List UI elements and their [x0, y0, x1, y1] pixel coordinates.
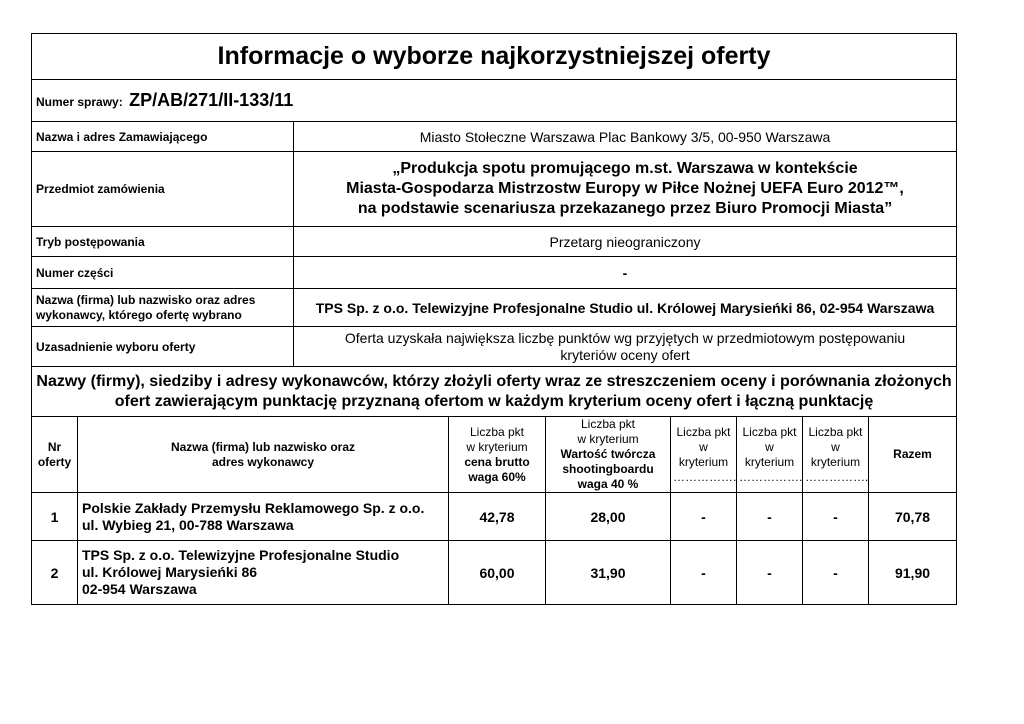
offer-bidder	[78, 541, 449, 605]
offer-score-creative: 31,90	[546, 541, 671, 605]
header-text: Liczba pkt	[742, 424, 797, 439]
header-text: Liczba pkt	[676, 424, 731, 439]
offer-score-price: 60,00	[449, 541, 546, 605]
bidder-line: 02-954 Warszawa	[82, 581, 197, 597]
header-criterion-4	[737, 417, 803, 493]
subject-value	[294, 152, 957, 227]
header-text: Nazwa (firma) lub nazwisko oraz	[170, 439, 356, 454]
justification-label: Uzasadnienie wyboru oferty	[32, 327, 294, 367]
offer-score-creative: 28,00	[546, 493, 671, 541]
case-number-value: ZP/AB/271/II-133/11	[129, 90, 294, 110]
offer-nr: 2	[32, 541, 78, 605]
header-text: Liczba pkt	[469, 424, 525, 439]
contracting-authority-label: Nazwa i adres Zamawiającego	[32, 122, 294, 152]
offers-header-row	[32, 417, 957, 493]
header-text: w	[699, 439, 708, 454]
winner-label-line: Nazwa (firma) lub nazwisko oraz adres	[36, 292, 256, 307]
offer-total: 91,90	[869, 541, 957, 605]
header-nr	[32, 417, 78, 493]
header-text: cena brutto	[464, 454, 530, 469]
header-text: adres wykonawcy	[211, 454, 315, 469]
section-title-line: ofert zawierającym punktację przyznaną ofertom w każdym kryterium oceny ofert i łączną punktację	[114, 392, 874, 410]
header-text: w kryterium	[466, 439, 528, 454]
part-number-label: Numer części	[32, 257, 294, 289]
header-text: waga 60%	[468, 469, 526, 484]
bidder-line: Polskie Zakłady Przemysłu Reklamowego Sp. z o.o.	[82, 499, 425, 516]
header-text: waga 40 %	[577, 477, 639, 491]
header-text: kryterium	[810, 454, 861, 469]
offer-score-price: 42,78	[449, 493, 546, 541]
header-text: Liczba pkt	[808, 424, 863, 439]
offer-bidder	[78, 493, 449, 541]
table-row	[32, 541, 957, 605]
subject-label: Przedmiot zamówienia	[32, 152, 294, 227]
justification-value	[294, 327, 957, 367]
case-number-label: Numer sprawy:	[36, 95, 123, 109]
offers-section-title	[32, 367, 957, 417]
section-title-line: Nazwy (firmy), siedziby i adresy wykonawców, którzy złożyli oferty wraz ze streszczeniem oceny i porównania złożonych	[36, 372, 952, 390]
header-text: shootingboardu	[562, 462, 654, 476]
table-row	[32, 493, 957, 541]
header-total: Razem	[869, 417, 957, 493]
subject-line: „Produkcja spotu promującego m.st. Warszawa w kontekście	[392, 160, 858, 177]
procedure-label: Tryb postępowania	[32, 227, 294, 257]
bidder-line: ul. Wybieg 21, 00-788 Warszawa	[82, 516, 294, 533]
offer-score-4: -	[737, 541, 803, 605]
header-text: w	[831, 439, 840, 454]
offer-total: 70,78	[869, 493, 957, 541]
header-text: w	[765, 439, 774, 454]
justification-line: Oferta uzyskała największa liczbę punktów wg przyjętych w przedmiotowym postępowaniu	[344, 329, 906, 346]
offer-score-3: -	[671, 541, 737, 605]
part-number-value: -	[294, 257, 957, 289]
subject-line: Miasta-Gospodarza Mistrzostw Europy w Piłce Nożnej UEFA Euro 2012™,	[346, 180, 904, 197]
header-criterion-creative	[546, 417, 671, 493]
header-name	[78, 417, 449, 493]
bidder-line: ul. Królowej Marysieńki 86	[82, 564, 258, 580]
offer-score-4: -	[737, 493, 803, 541]
winner-value: TPS Sp. z o.o. Telewizyjne Profesjonalne Studio ul. Królowej Marysieńki 86, 02-954 Warszawa	[294, 289, 957, 327]
header-criterion-3	[671, 417, 737, 493]
header-text: …………….	[739, 469, 803, 484]
header-text: …………….	[673, 469, 737, 484]
case-number-row	[32, 80, 957, 122]
offer-score-5: -	[803, 541, 869, 605]
subject-line: na podstawie scenariusza przekazanego przez Biuro Promocji Miasta”	[357, 200, 893, 217]
offer-score-3: -	[671, 493, 737, 541]
winner-label	[32, 289, 294, 327]
header-text: oferty	[37, 454, 72, 469]
header-text: …………….	[805, 469, 869, 484]
header-text: Liczba pkt	[580, 417, 636, 431]
info-table	[31, 33, 957, 605]
justification-line: kryteriów oceny ofert	[560, 346, 690, 363]
header-text: Wartość twórcza	[560, 447, 656, 461]
offer-selection-document	[31, 33, 956, 605]
document-title: Informacje o wyborze najkorzystniejszej oferty	[32, 34, 957, 80]
header-text: Nr	[47, 439, 62, 454]
header-criterion-price	[449, 417, 546, 493]
header-text: w kryterium	[577, 432, 639, 446]
header-criterion-5	[803, 417, 869, 493]
winner-label-line: wykonawcy, którego ofertę wybrano	[36, 307, 242, 322]
offer-score-5: -	[803, 493, 869, 541]
contracting-authority-value: Miasto Stołeczne Warszawa Plac Bankowy 3/5, 00-950 Warszawa	[294, 122, 957, 152]
header-text: kryterium	[678, 454, 729, 469]
bidder-line: TPS Sp. z o.o. Telewizyjne Profesjonalne Studio	[82, 547, 400, 563]
offer-nr: 1	[32, 493, 78, 541]
procedure-value: Przetarg nieograniczony	[294, 227, 957, 257]
header-text: kryterium	[744, 454, 795, 469]
